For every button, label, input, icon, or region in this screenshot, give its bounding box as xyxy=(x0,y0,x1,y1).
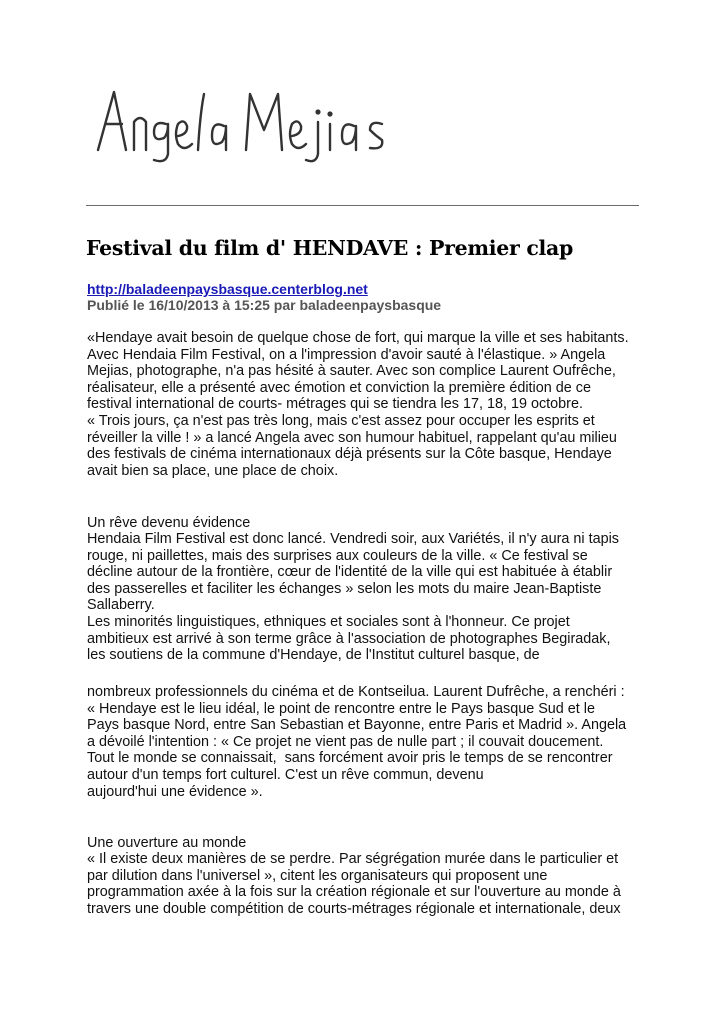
section-heading-reve: Un rêve devenu évidence xyxy=(87,515,251,531)
article-title: Festival du film d' HENDAVE : Premier clap xyxy=(86,236,574,260)
paragraph-festival-launch: Hendaia Film Festival est donc lancé. Vendredi soir, aux Variétés, il n'y aura ni tapis rouge, ni paillettes, mais des surprises aux couleurs de la ville. « Ce festival se décline autour de la frontière, cœur de l'identité de la ville qui est habituée à établir des passerelles et faciliter les échanges » selon les mots du maire Jean-Baptiste Sallaberry. Les minorités linguistiques, ethniques et sociales sont à l'honneur. Ce projet ambitieux est arrivé à son terme grâce à l'association de photographes Begiradak, les soutiens de la commune d'Hendaye, de l'Institut culturel basque, de xyxy=(87,531,620,664)
paragraph-intro: «Hendaye avait besoin de quelque chose de fort, qui marque la ville et ses habitants. Avec Hendaia Film Festival, on a l'impression d'avoir sauté à l'élastique. » Angela Mejias, photographe, n'a pas hésité à sauter. Avec son complice Laurent Oufrêche, réalisateur, elle a présenté avec émotion et conviction la première édition de ce festival international de courts- métrages qui se tiendra les 17, 18, 19 octobre. « Trois jours, ça n'est pas très long, mais c'est assez pour occuper les esprits et réveiller la ville ! » a lancé Angela avec son humour habituel, rappelant qu'au milieu des festivals de cinéma internationaux déjà présents sur la Côte basque, Hendaye avait bien sa place, une place de choix. xyxy=(87,330,629,479)
angela-mejias-signature-logo xyxy=(92,84,392,164)
source-link[interactable]: http://baladeenpaysbasque.centerblog.net xyxy=(87,281,368,297)
section-heading-ouverture: Une ouverture au monde xyxy=(87,835,247,851)
paragraph-professionals: nombreux professionnels du cinéma et de Kontseilua. Laurent Dufrêche, a renchéri : « Hendaye est le lieu idéal, le point de rencontre entre le Pays basque Sud et le Pays basque Nord, entre San Sebastian et Bayonne, entre Paris et Madrid ». Angela a dévoilé l'intention : « Ce projet ne vient pas de nulle part ; il couvait doucement. Tout le monde se connaissait, sans forcément avoir pris le temps de se rencontrer autour d'un temps fort culturel. C'est un rêve commun, devenu aujourd'hui une évidence ». xyxy=(87,684,627,800)
paragraph-programming: « Il existe deux manières de se perdre. Par ségrégation murée dans le particulier et par dilution dans l'universel », citent les organisateurs qui proposent une programmation axée à la fois sur la création régionale et sur l'ouverture au monde à travers une double compétition de courts-métrages régionale et internationale, deux xyxy=(87,851,621,917)
publication-info: Publié le 16/10/2013 à 15:25 par baladeenpaysbasque xyxy=(87,297,442,313)
header-divider xyxy=(86,205,639,206)
